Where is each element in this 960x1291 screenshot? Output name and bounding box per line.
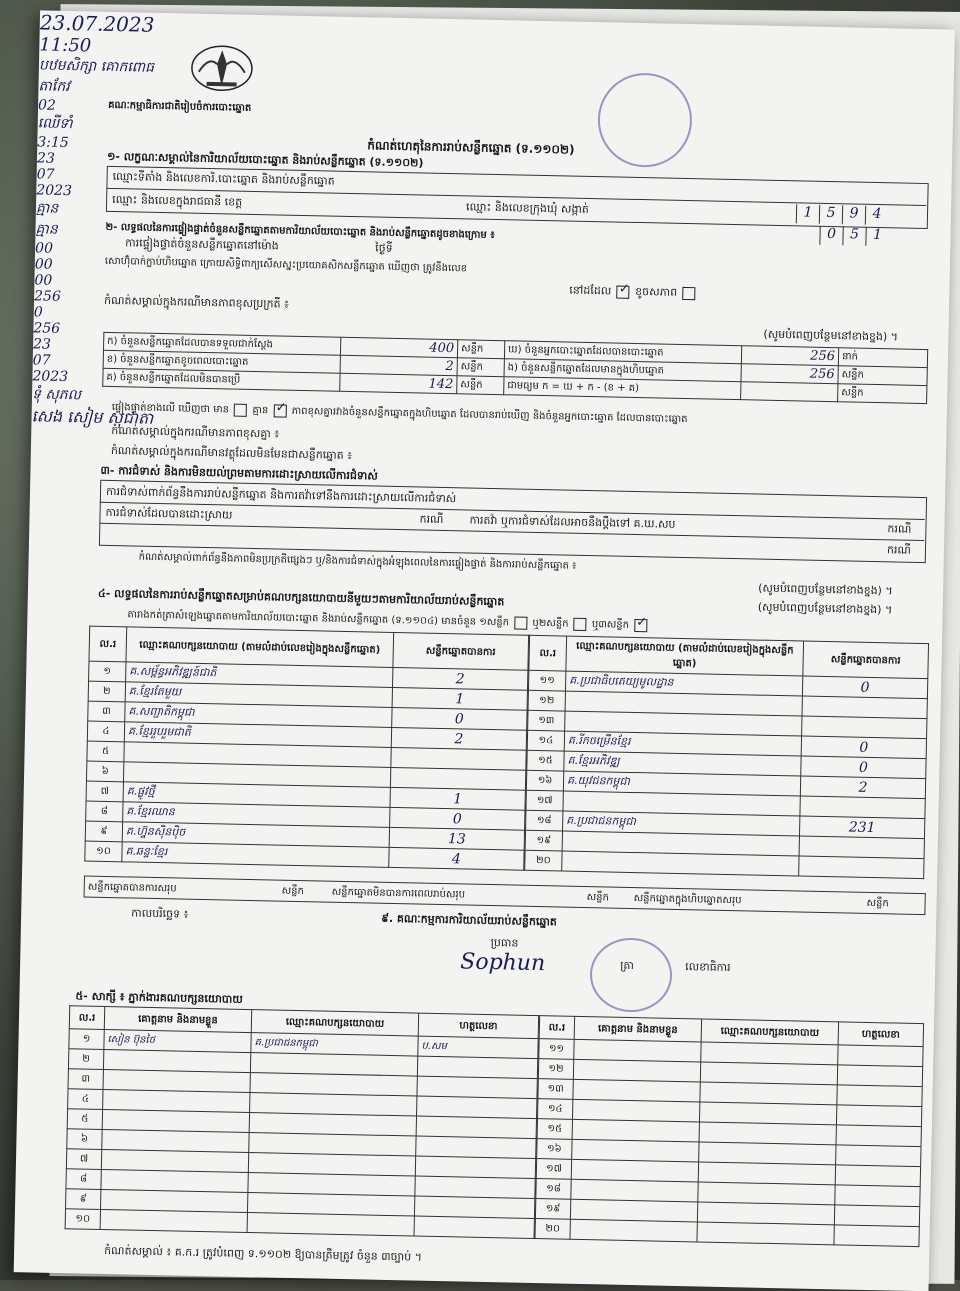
party-row-no: ១៤ xyxy=(527,730,564,751)
w-col-sig: ហត្ថលេខា xyxy=(418,1013,538,1039)
party-row-no: ១៦ xyxy=(526,770,563,791)
w-col-name: គោត្តនាម និងនាមខ្លួន xyxy=(104,1006,251,1032)
party-votes: 0 xyxy=(802,676,927,699)
party-votes: 0 xyxy=(801,756,926,779)
section3-heading: ៣- ការជំទាស់ និងការមិនយល់ព្រមតាមការដោះស្រាយលើការជំទាស់ xyxy=(100,463,378,483)
appeal-label: ការតវ៉ា ឬការជំទាស់ដែលអាចនឹងប្តឹងទៅ គ.ឃ.សប xyxy=(469,513,676,531)
party-row-no: ៥ xyxy=(87,741,124,762)
verify-time-label: ការផ្ទៀងផ្ទាត់ចំនួនសន្លឹកឆ្នោតនៅម៉ោង xyxy=(125,236,279,253)
tally-2-checkbox[interactable] xyxy=(574,617,587,630)
bullet-difference-label: កំណត់សម្គាល់ក្នុងករណីមានភាពខុសគ្នា ៖ xyxy=(111,424,280,441)
party-row-no: ៣ xyxy=(88,701,125,722)
witness-signature: ប.សម xyxy=(418,1036,538,1059)
party-row-no: ១៧ xyxy=(526,790,563,811)
total-valid-label: សន្លឹកឆ្នោតបានការសរុប xyxy=(87,881,177,895)
witness-signature xyxy=(836,1105,921,1127)
witness-no: ៦ xyxy=(67,1129,102,1150)
witness-signature xyxy=(834,1225,919,1247)
party-row-no: ៧ xyxy=(86,781,123,802)
appeal-unit: ករណី xyxy=(887,522,912,536)
party-row-no: ២០ xyxy=(525,850,562,871)
total-box-label: សន្លឹកឆ្នោតក្នុងហិបឆ្នោតសរុប xyxy=(633,893,742,907)
mismatch-lead: ផ្ទៀងផ្ទាត់ខាងលើ ឃើញថា មាន xyxy=(111,402,230,416)
party-votes: 231 xyxy=(799,816,924,839)
date-label: កាលបរិច្ឆេទ ៖ xyxy=(131,906,189,921)
witness-no: ១៨ xyxy=(536,1179,571,1200)
section1-heading: ១- លក្ខណៈសម្គាល់នៃការិយាល័យបោះឆ្នោត និងរាប់សន្លឹកឆ្នោត (ទ.១១០២) xyxy=(106,149,424,170)
witness-signature xyxy=(837,1065,922,1087)
total-invalid-label: សន្លឹកឆ្នោតមិនបានការពេលរាប់សរុប xyxy=(331,886,466,901)
bullet-foreign-value: គ្មាន xyxy=(35,221,58,238)
witness-name xyxy=(573,1059,700,1082)
party-row-no: ២ xyxy=(88,681,125,702)
witness-name xyxy=(571,1159,698,1182)
witness-signature xyxy=(417,1096,537,1119)
commune-label: ឈ្មោះ និងលេខក្រុងឃុំ សង្កាត់ xyxy=(465,200,589,216)
witness-party: គ.ប្រជាជនកម្ពុជា xyxy=(251,1033,418,1056)
seal-intact-checkbox[interactable] xyxy=(617,285,630,298)
count-value-2 xyxy=(741,382,838,402)
witness-name xyxy=(100,1209,247,1232)
count-label-2: ជាមធ្យម ក = ឃ + ក - (ខ + គ) xyxy=(504,377,741,400)
resolved-label: ការជំទាស់ដែលបានដោះស្រាយ xyxy=(105,505,233,522)
mismatch-no-checkbox[interactable] xyxy=(273,404,286,417)
location-value: បឋមសិក្សា គោកពោធ xyxy=(38,57,155,76)
col-no: ល.រ xyxy=(89,626,127,662)
party-votes xyxy=(799,856,924,879)
party-votes: 0 xyxy=(390,807,525,830)
verify-month-value: 07 xyxy=(36,166,55,183)
party-row-no: ១០ xyxy=(85,841,122,862)
witness-name: សៀន ប៊ុនថៃ xyxy=(104,1029,251,1052)
witness-no: ២ xyxy=(68,1049,103,1070)
witness-signature xyxy=(417,1076,537,1099)
code-digits-top xyxy=(796,204,888,225)
witness-no: ៨ xyxy=(66,1169,101,1190)
party-name: គ.ប្រជាជនកម្ពុជា xyxy=(563,811,800,836)
witness-no: ១១ xyxy=(539,1039,574,1060)
col-no-right: ល.រ xyxy=(529,635,567,671)
commune-value: ឈើទាំ xyxy=(37,115,73,133)
w-col-no-right: ល.រ xyxy=(539,1016,574,1040)
count-label: ខ) ចំនួនសន្លឹកឆ្នោតខូចពេលបោះឆ្នោត xyxy=(103,350,340,373)
w-col-party-right: ឈ្មោះគណបក្សនយោបាយ xyxy=(701,1019,838,1045)
code-digit: 4 xyxy=(865,206,888,225)
seal-broken-label: ខូចសភាព xyxy=(635,284,678,299)
code-digit: 5 xyxy=(842,226,865,245)
totals-box xyxy=(84,876,926,916)
witness-no: ១៤ xyxy=(538,1099,573,1120)
party-name: គ.ខ្មែរឈាន xyxy=(123,802,390,828)
code-digit: 1 xyxy=(796,204,819,223)
witness-name xyxy=(570,1199,697,1222)
witness-no: ១៧ xyxy=(536,1159,571,1180)
code-digits-bottom xyxy=(819,226,888,246)
tally-sheet-text: តារាងកត់ត្រាសំឡេងឆ្នោតតាមការិយាល័យបោះឆ្នោត និងរាប់សន្លឹកឆ្នោត (ទ.១១០៤) មានចំនួន ១សន្លឹក xyxy=(127,609,510,629)
witness-table-left xyxy=(65,1005,540,1239)
party-name: គ.ផ្លូវថ្មី xyxy=(123,782,390,808)
party-row-no: ១៩ xyxy=(525,830,562,851)
appeal-unit-2: ករណី xyxy=(886,543,912,557)
objections-label: ការជំទាស់ពាក់ព័ន្ធនឹងការរាប់សន្លឹកឆ្នោត និងការតវ៉ាទៅនឹងការដោះស្រាយលើការជំទាស់ xyxy=(105,484,457,506)
party-name: គ.ខ្មែររួបរួមជាតិ xyxy=(124,722,391,748)
mismatch-yes-checkbox[interactable] xyxy=(234,403,247,416)
verify-time-value: 3:15 xyxy=(37,134,69,152)
code-digit: 5 xyxy=(819,205,842,224)
witness-signature xyxy=(835,1165,920,1187)
verify-year-value: 2023 xyxy=(36,182,73,200)
section5-heading: ៥- សាក្សី ៖ ភ្នាក់ងារគណបក្សនយោបាយ xyxy=(75,989,243,1006)
bullet-difference-value: គ្មាន xyxy=(35,200,59,217)
party-row-no: ១៣ xyxy=(528,710,565,731)
witness-table-right xyxy=(534,1015,924,1247)
party-name: គ.ឆន្ទៈខ្មែរ xyxy=(122,842,389,868)
anomaly-note-label: កំណត់សម្គាល់ក្នុងករណីមានភាពខុសប្រក្រតី ៖ xyxy=(103,293,290,311)
total-invalid-unit: សន្លឹក xyxy=(586,892,609,904)
appeal-value-2: 00 xyxy=(34,272,53,289)
party-votes xyxy=(802,716,927,739)
resolved-value: 00 xyxy=(34,240,54,257)
footer-note: កំណត់សម្គាល់ ៖ គ.ក.រ ត្រូវបំពេញ ទ.១១០២ ឱ្យបានត្រឹមត្រូវ ចំនួន ៣ច្បាប់ ។ xyxy=(104,1244,423,1264)
witness-name xyxy=(571,1179,698,1202)
total-valid: 256 xyxy=(33,288,62,305)
code-digit: 0 xyxy=(819,226,842,245)
mismatch-no-label: គ្មាន xyxy=(252,404,269,417)
party-votes xyxy=(799,836,924,859)
witness-name xyxy=(573,1079,700,1102)
count-label: គ) ចំនួនសន្លឹកឆ្នោតដែលមិនបានប្រើ xyxy=(103,368,340,391)
count-value: 142 xyxy=(340,373,457,393)
chair-label: ប្រធាន xyxy=(490,936,519,950)
party-name xyxy=(562,851,799,876)
party-votes: 2 xyxy=(800,776,925,799)
witness-party xyxy=(700,1082,837,1105)
party-votes xyxy=(391,747,526,770)
count-value: 2 xyxy=(340,355,457,375)
party-votes: 13 xyxy=(389,827,524,850)
committee-label: ៩. គណៈកម្មការការិយាល័យរាប់សន្លឹកឆ្នោត xyxy=(381,911,557,929)
received-date: 23.07.2023 xyxy=(39,10,155,37)
province-code: 02 xyxy=(37,97,57,114)
witness-name xyxy=(574,1039,701,1062)
count-value-2: 256 xyxy=(741,364,838,384)
party-votes: 0 xyxy=(801,736,926,759)
location-label: ឈ្មោះទីតាំង និងលេខការិ.បោះឆ្នោត និងរាប់សន្លឹកឆ្នោត xyxy=(112,169,335,188)
bullet-foreign-label: កំណត់សម្គាល់ក្នុងករណីមានវត្ថុដែលមិនមែនជាសន្លឹកឆ្នោត ៖ xyxy=(110,443,353,463)
resolved-unit: ករណី xyxy=(419,512,444,526)
date-month: 07 xyxy=(32,352,51,369)
count-value: 400 xyxy=(340,337,457,357)
code-digit: 1 xyxy=(865,227,888,246)
count-unit-2: នាក់ xyxy=(838,348,927,368)
count-unit: សន្លឹក xyxy=(457,358,504,377)
party-name: គ.ប្រជាធិបតេយ្យមូលដ្ឋាន xyxy=(565,671,802,696)
witness-no: ៧ xyxy=(66,1149,101,1170)
witness-signature xyxy=(835,1185,920,1207)
date-year: 2023 xyxy=(32,368,69,386)
witness-signature xyxy=(414,1216,534,1239)
section2-heading: ២- លទ្ធផលនៃការផ្ទៀងផ្ទាត់ចំនួនសន្លឹកឆ្នោតតាមការិយាល័យបោះឆ្នោត និងរាប់សន្លឹកឆ្នោតដូចខាងក្រោម ៖ xyxy=(105,221,495,241)
count-label-2: ង) ចំនួនសន្លឹកឆ្នោតដែលមានក្នុងហិបឆ្នោត xyxy=(504,359,741,382)
received-time: 11:50 xyxy=(39,34,92,57)
party-row-no: ១ xyxy=(89,661,126,682)
province-value: តាកែវ xyxy=(38,78,70,96)
witness-no: ១៥ xyxy=(537,1119,572,1140)
col-votes-right: សន្លឹកឆ្នោតបានការ xyxy=(803,641,929,679)
witness-no: ២០ xyxy=(535,1219,570,1240)
witness-signature xyxy=(417,1056,537,1079)
seal-broken-checkbox[interactable] xyxy=(683,286,696,299)
witness-signature xyxy=(834,1205,919,1227)
verify-day-value: 23 xyxy=(36,150,55,167)
org-name: គណៈកម្មាធិការជាតិរៀបចំការបោះឆ្នោត xyxy=(108,99,252,114)
secretary-name: សេង សៀម សុជាតា xyxy=(31,406,154,428)
witness-no: ៥ xyxy=(67,1109,102,1130)
section4-heading: ៤- លទ្ធផលនៃការរាប់សន្លឹកឆ្នោតសម្រាប់គណបក្សនយោបាយនីមួយៗតាមការិយាល័យរាប់សន្លឹកឆ្នោត xyxy=(97,586,505,609)
party-row-no: ១៥ xyxy=(527,750,564,771)
party-row-no: ៨ xyxy=(86,801,123,822)
province-label: ឈ្មោះ និងលេខក្នុងរាជធានី ខេត្ត xyxy=(112,192,243,209)
party-votes: 0 xyxy=(392,707,527,730)
party-votes: 4 xyxy=(389,847,524,870)
tally-1-checkbox[interactable] xyxy=(514,616,527,629)
appeal-value: 00 xyxy=(34,256,53,273)
party-votes: 2 xyxy=(391,727,526,750)
count-unit-2: សន្លឹក xyxy=(838,366,927,386)
witness-party xyxy=(697,1202,834,1225)
witness-signature xyxy=(416,1116,536,1139)
tally-2-label: ឬ២សន្លឹក xyxy=(532,617,569,630)
code-digit: 9 xyxy=(842,205,865,224)
page-title: កំណត់ហេតុនៃការរាប់សន្លឹកឆ្នោត (ទ.១១០២) xyxy=(367,138,575,157)
verify-day-label: ថ្ងៃទី xyxy=(375,241,393,255)
party-votes xyxy=(802,696,927,719)
mismatch-desc: ភាពខុសគ្នារវាងចំនួនសន្លឹកឆ្នោតក្នុងហិបឆ្នោត ដែលបានរាប់ឃើញ និងចំនួនអ្នកបោះឆ្នោត ដែលបានបោះឆ្នោត xyxy=(291,405,688,426)
section3-note-fill: (សូមបំពេញបន្ថែមនៅខាងខ្នង) ។ xyxy=(758,581,893,598)
seal-option xyxy=(569,284,698,303)
party-row-no: ៩ xyxy=(85,821,122,842)
witness-party xyxy=(247,1213,414,1236)
party-votes xyxy=(390,767,525,790)
col-party-right: ឈ្មោះគណបក្សនយោបាយ (តាមលំដាប់លេខរៀងក្នុងសន្លឹកឆ្នោត) xyxy=(566,636,804,676)
party-name: គ.សម្ព័ន្ធអភិវឌ្ឍន៍ជាតិ xyxy=(126,662,393,688)
witness-party xyxy=(699,1142,836,1165)
secretary-label: លេខាធិការ xyxy=(685,960,731,975)
witness-no: ១៦ xyxy=(537,1139,572,1160)
witness-signature xyxy=(414,1196,534,1219)
witness-no: ១៣ xyxy=(538,1079,573,1100)
witness-no: ៣ xyxy=(68,1069,103,1090)
col-party: ឈ្មោះគណបក្សនយោបាយ (តាមលំដាប់លេខរៀងក្នុងសន្លឹកឆ្នោត) xyxy=(126,627,394,668)
party-name: គ.យុវជនកម្ពុជា xyxy=(563,771,800,796)
party-row-no: ៦ xyxy=(86,761,123,782)
tally-3-checkbox[interactable] xyxy=(634,618,647,631)
party-votes: 2 xyxy=(392,667,527,690)
party-name: គ.រីកចម្រើនខ្មែរ xyxy=(564,731,801,756)
w-col-no: ល.រ xyxy=(69,1006,104,1030)
party-name: គ.ខ្មែរអភិវឌ្ឍ xyxy=(564,751,801,776)
witness-no: ៩ xyxy=(66,1189,101,1210)
witness-no: ១០ xyxy=(65,1209,100,1230)
party-name: គ.ខ្មែរតែមួយ xyxy=(125,682,392,708)
witness-party xyxy=(700,1062,837,1085)
witness-signature xyxy=(838,1045,923,1067)
section4-fill: (សូមបំពេញបន្ថែមនៅខាងខ្នង) ។ xyxy=(757,600,893,617)
w-col-sig-right: ហត្ថលេខា xyxy=(838,1022,923,1047)
count-unit-2: សន្លឹក xyxy=(838,384,927,404)
w-col-name-right: គោត្តនាម និងនាមខ្លួន xyxy=(574,1016,701,1042)
witness-party xyxy=(697,1222,834,1245)
witness-no: ១៩ xyxy=(535,1199,570,1220)
witness-name xyxy=(570,1219,697,1242)
date-day: 23 xyxy=(32,336,52,353)
w-col-party: ឈ្មោះគណបក្សនយោបាយ xyxy=(251,1010,418,1036)
count-unit: សន្លឹក xyxy=(457,376,504,395)
party-row-no: ១១ xyxy=(528,670,565,691)
party-results-right xyxy=(524,635,929,879)
witness-signature xyxy=(836,1125,921,1147)
witness-no: ១ xyxy=(69,1029,104,1050)
chair-name: ទុំ សុភល xyxy=(31,386,82,404)
party-votes xyxy=(800,796,925,819)
witness-name xyxy=(572,1099,699,1122)
witness-signature xyxy=(837,1085,922,1107)
col-votes: សន្លឹកឆ្នោតបានការ xyxy=(393,632,529,670)
count-unit: សន្លឹក xyxy=(457,340,504,359)
form-sheet xyxy=(14,10,955,1291)
witness-signature xyxy=(415,1176,535,1199)
chair-signature: Sophun xyxy=(460,949,546,977)
count-label-2: ឃ) ចំនួនអ្នកបោះឆ្នោតដែលបានបោះឆ្នោត xyxy=(504,341,741,364)
count-value-2: 256 xyxy=(741,346,838,366)
party-row-no: ១២ xyxy=(528,690,565,711)
party-name: គ.ហ្វ៊ុនស៊ិនប៉ិច xyxy=(122,822,389,848)
committee-seal-stamp xyxy=(589,937,673,1013)
total-valid-unit: សន្លឹក xyxy=(281,885,305,898)
seal-label: ត្រា xyxy=(620,958,635,973)
witness-name xyxy=(572,1119,699,1142)
party-results-left xyxy=(84,626,529,871)
section3-note: កំណត់សម្គាល់ពាក់ព័ន្ធនឹងភាពមិនប្រក្រតីផ្សេងៗ ឬ/និងការជំទាស់ក្នុងអំឡុងពេលនៃការផ្ទៀងផ្ទាត់ និងការរាប់សន្លឹកឆ្នោត ៖ xyxy=(138,551,577,572)
total-invalid: 0 xyxy=(33,304,43,321)
royal-emblem-icon xyxy=(188,42,255,95)
witness-no: ១២ xyxy=(538,1059,573,1080)
witness-no: ៤ xyxy=(68,1089,103,1110)
witness-signature xyxy=(836,1145,921,1167)
party-votes: 1 xyxy=(390,787,525,810)
total-box: 256 xyxy=(33,320,61,337)
witness-signature xyxy=(416,1136,536,1159)
anomaly-note-fill: (សូមបំពេញបន្ថែមនៅខាងខ្នង) ។ xyxy=(763,327,899,344)
party-row-no: ១៨ xyxy=(526,810,563,831)
witness-signature xyxy=(415,1156,535,1179)
total-box-unit: សន្លឹក xyxy=(866,897,889,910)
seal-intact-label: នៅដដែល xyxy=(569,283,612,298)
count-label: ក) ចំនួនសន្លឹកឆ្នោតដែលបានទទួលជាក់ស្តែង xyxy=(103,332,340,355)
tally-3-label: ឬ៣សន្លឹក xyxy=(591,619,630,631)
seal-check-text: សោហ៊ុំបាក់ក្លាប់ហិបឆ្នោត ក្រោយសិទ្ធិពាក្យសើសស្នះប្រយោគសិកសន្លឹកឆ្នោត ឃើញថា ត្រូវនឹងលេខ xyxy=(104,255,468,275)
witness-name xyxy=(572,1139,699,1162)
party-row-no: ៤ xyxy=(87,721,124,742)
party-name: គ.សញ្ជាតិកម្ពុជា xyxy=(125,702,392,728)
party-votes: 1 xyxy=(392,687,527,710)
